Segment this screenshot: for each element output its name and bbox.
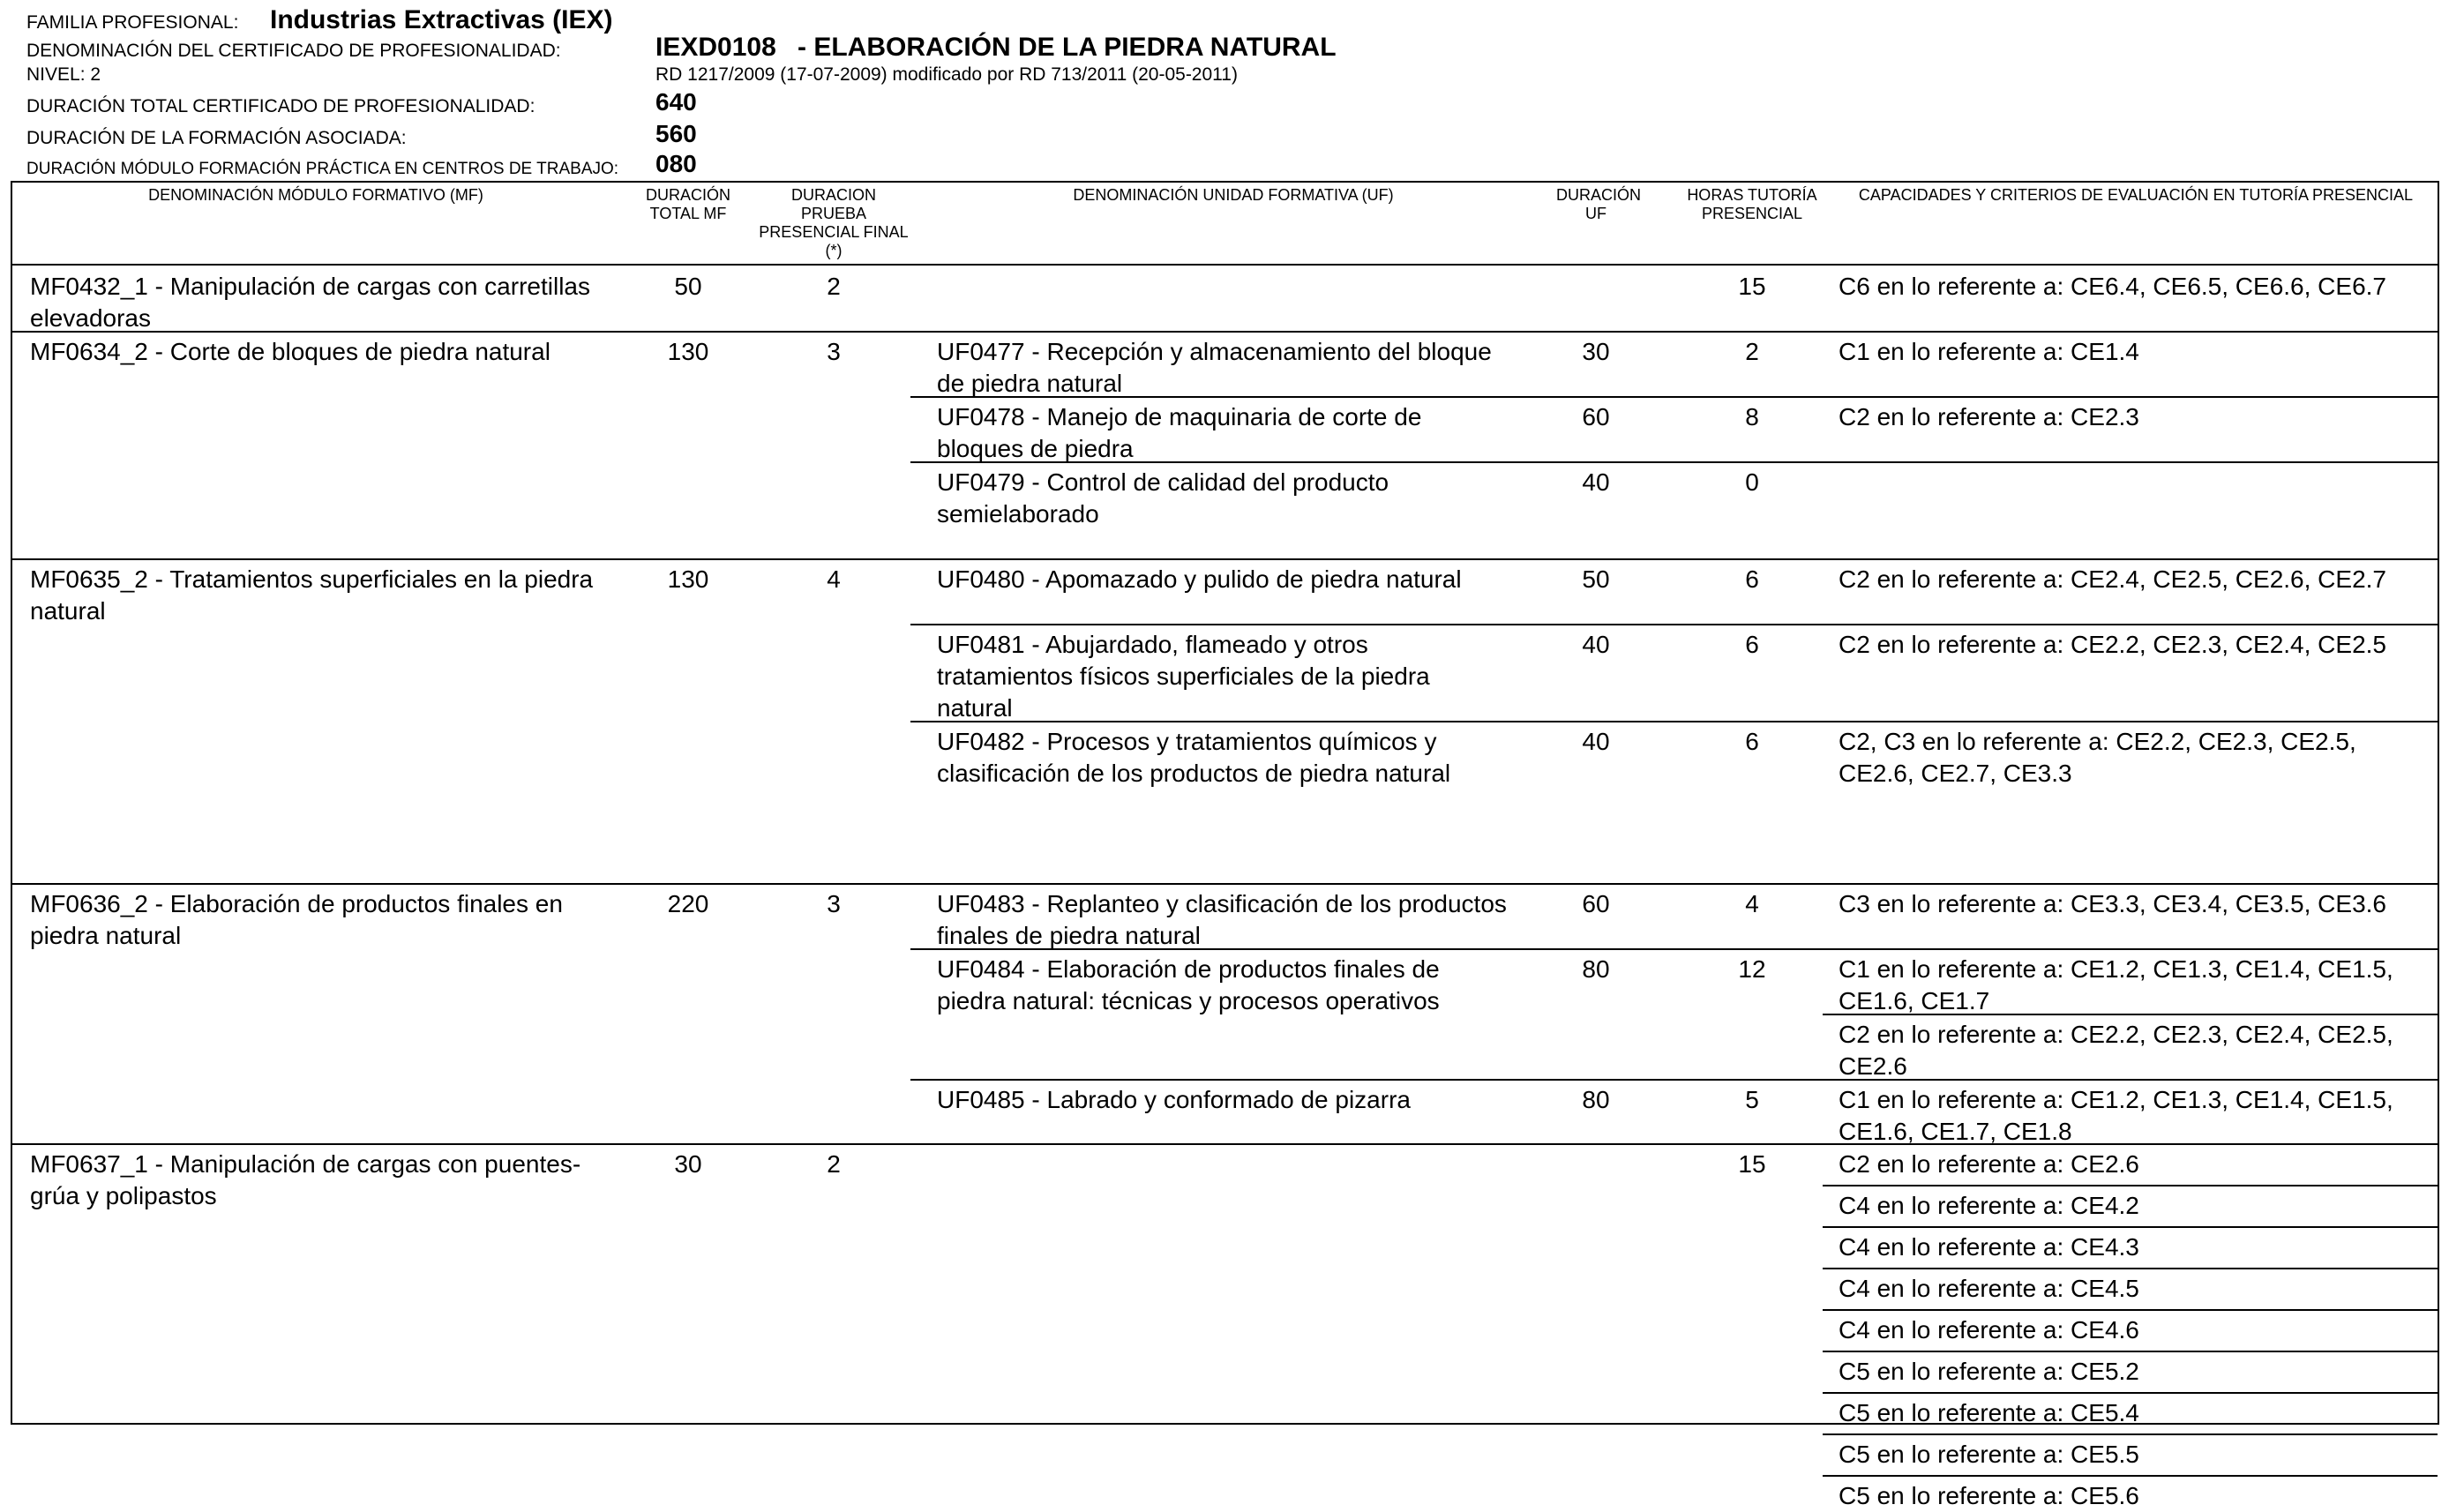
- mf-prueba: 4: [827, 565, 841, 593]
- mf-name: MF0637_1 - Manipulación de cargas con puentes-grúa y polipastos: [30, 1150, 581, 1209]
- duracion-total-value: 640: [655, 88, 697, 116]
- uf-horas: 6: [1745, 631, 1759, 658]
- uf-horas: 6: [1745, 728, 1759, 755]
- capacidad-text: C5 en lo referente a: CE5.5: [1839, 1441, 2139, 1468]
- mf-duracion: 50: [674, 273, 702, 300]
- capacidad-text: C2 en lo referente a: CE2.4, CE2.5, CE2.6, CE2.7: [1839, 565, 2387, 593]
- mf-name: MF0636_2 - Elaboración de productos finales en piedra natural: [30, 890, 563, 949]
- uf-name: UF0477 - Recepción y almacenamiento del bloque de piedra natural: [937, 338, 1492, 397]
- capacidad-text: C1 en lo referente a: CE1.2, CE1.3, CE1.4, CE1.5, CE1.6, CE1.7, CE1.8: [1839, 1086, 2393, 1145]
- capacidad-divider: [1823, 1475, 2438, 1477]
- uf-divider: [910, 396, 2438, 398]
- mf-prueba: 3: [827, 890, 841, 917]
- mf-duracion: 30: [674, 1150, 702, 1178]
- mf-prueba: 3: [827, 338, 841, 365]
- capacidad-text: C5 en lo referente a: CE5.6: [1839, 1482, 2139, 1509]
- uf-horas: 4: [1745, 890, 1759, 917]
- uf-duracion: 40: [1582, 728, 1610, 755]
- uf-duracion: 30: [1582, 338, 1610, 365]
- certificado-nombre: - ELABORACIÓN DE LA PIEDRA NATURAL: [798, 33, 1337, 62]
- uf-divider: [910, 721, 2438, 722]
- duracion-practica-value: 080: [655, 150, 697, 177]
- uf-duracion: 80: [1582, 955, 1610, 983]
- module-divider: [12, 558, 2438, 560]
- duracion-formacion-value: 560: [655, 120, 697, 147]
- mf-name: MF0432_1 - Manipulación de cargas con carretillas elevadoras: [30, 273, 590, 332]
- module-divider: [12, 883, 2438, 885]
- duracion-practica-label: DURACIÓN MÓDULO FORMACIÓN PRÁCTICA EN CENTROS DE TRABAJO:: [26, 160, 619, 178]
- header-divider: [12, 264, 2438, 266]
- capacidad-text: C2 en lo referente a: CE2.3: [1839, 403, 2139, 430]
- certificate-header: [0, 0, 2449, 181]
- uf-horas: 12: [1738, 955, 1766, 983]
- capacidad-text: C1 en lo referente a: CE1.2, CE1.3, CE1.4, CE1.5, CE1.6, CE1.7: [1839, 955, 2393, 1014]
- mf-prueba: 2: [827, 273, 841, 300]
- capacidad-text: C4 en lo referente a: CE4.6: [1839, 1316, 2139, 1344]
- uf-horas: 8: [1745, 403, 1759, 430]
- column-header-capacidades: CAPACIDADES Y CRITERIOS DE EVALUACIÓN EN TUTORÍA PRESENCIAL: [1858, 186, 2414, 204]
- module-divider: [12, 1143, 2438, 1145]
- capacidad-text: C2 en lo referente a: CE2.2, CE2.3, CE2.4, CE2.5: [1839, 631, 2387, 658]
- uf-name: UF0479 - Control de calidad del producto semielaborado: [937, 468, 1389, 528]
- uf-horas: 2: [1745, 338, 1759, 365]
- uf-name: UF0484 - Elaboración de productos finales de piedra natural: técnicas y procesos operativos: [937, 955, 1440, 1014]
- uf-name: UF0482 - Procesos y tratamientos químicos y clasificación de los productos de piedra natural: [937, 728, 1451, 787]
- mf-horas: 15: [1738, 1150, 1766, 1178]
- column-header-horas-tutoria: HORAS TUTORÍA PRESENCIAL: [1687, 186, 1817, 222]
- mf-name: MF0635_2 - Tratamientos superficiales en la piedra natural: [30, 565, 594, 625]
- column-header-duracion-mf: DURACIÓN TOTAL MF: [645, 186, 730, 222]
- capacidad-divider: [1823, 1351, 2438, 1352]
- capacidad-text: C6 en lo referente a: CE6.4, CE6.5, CE6.6, CE6.7: [1839, 273, 2387, 300]
- uf-name: UF0485 - Labrado y conformado de pizarra: [937, 1086, 1411, 1113]
- column-header-uf: DENOMINACIÓN UNIDAD FORMATIVA (UF): [1073, 186, 1394, 204]
- uf-name: UF0480 - Apomazado y pulido de piedra natural: [937, 565, 1462, 593]
- familia-label: FAMILIA PROFESIONAL:: [26, 12, 239, 33]
- capacidad-divider: [1823, 1392, 2438, 1394]
- uf-divider: [910, 1079, 2438, 1081]
- capacidad-divider: [1823, 1014, 2438, 1015]
- uf-duracion: 40: [1582, 468, 1610, 496]
- uf-horas: 5: [1745, 1086, 1759, 1113]
- mf-horas: 15: [1738, 273, 1766, 300]
- capacidad-divider: [1823, 1185, 2438, 1186]
- capacidad-text: C2 en lo referente a: CE2.6: [1839, 1150, 2139, 1178]
- capacidad-text: C1 en lo referente a: CE1.4: [1839, 338, 2139, 365]
- uf-duracion: 50: [1582, 565, 1610, 593]
- uf-name: UF0478 - Manejo de maquinaria de corte de bloques de piedra: [937, 403, 1422, 462]
- capacidad-divider: [1823, 1226, 2438, 1228]
- uf-duracion: 60: [1582, 890, 1610, 917]
- mf-prueba: 2: [827, 1150, 841, 1178]
- mf-duracion: 130: [667, 338, 709, 365]
- uf-divider: [910, 624, 2438, 625]
- column-header-duracion-uf: DURACIÓN UF: [1556, 186, 1642, 222]
- uf-divider: [910, 948, 2438, 950]
- capacidad-text: C3 en lo referente a: CE3.3, CE3.4, CE3.5, CE3.6: [1839, 890, 2387, 917]
- uf-divider: [910, 461, 2438, 463]
- uf-horas: 0: [1745, 468, 1759, 496]
- uf-duracion: 60: [1582, 403, 1610, 430]
- capacidad-text: C5 en lo referente a: CE5.2: [1839, 1358, 2139, 1385]
- rd-text: RD 1217/2009 (17-07-2009) modificado por RD 713/2011 (20-05-2011): [655, 64, 1238, 85]
- column-header-mf: DENOMINACIÓN MÓDULO FORMATIVO (MF): [148, 186, 483, 204]
- module-divider: [12, 331, 2438, 333]
- capacidad-text: C2 en lo referente a: CE2.2, CE2.3, CE2.4, CE2.5, CE2.6: [1839, 1021, 2393, 1080]
- capacidad-text: C2, C3 en lo referente a: CE2.2, CE2.3, CE2.5, CE2.6, CE2.7, CE3.3: [1839, 728, 2356, 787]
- capacidad-text: C4 en lo referente a: CE4.3: [1839, 1233, 2139, 1261]
- capacidad-divider: [1823, 1309, 2438, 1311]
- familia-value: Industrias Extractivas (IEX): [270, 5, 613, 34]
- capacidad-divider: [1823, 1268, 2438, 1269]
- capacidad-text: C4 en lo referente a: CE4.5: [1839, 1275, 2139, 1302]
- nivel-label: NIVEL: 2: [26, 64, 101, 85]
- uf-duracion: 80: [1582, 1086, 1610, 1113]
- uf-duracion: 40: [1582, 631, 1610, 658]
- uf-horas: 6: [1745, 565, 1759, 593]
- column-header-prueba: DURACION PRUEBA PRESENCIAL FINAL (*): [759, 186, 909, 259]
- mf-name: MF0634_2 - Corte de bloques de piedra natural: [30, 338, 550, 365]
- certificado-codigo: IEXD0108: [655, 33, 776, 62]
- mf-duracion: 220: [667, 890, 709, 917]
- duracion-formacion-label: DURACIÓN DE LA FORMACIÓN ASOCIADA:: [26, 128, 407, 148]
- uf-name: UF0481 - Abujardado, flameado y otros tratamientos físicos superficiales de la piedra natural: [937, 631, 1430, 722]
- denominacion-label: DENOMINACIÓN DEL CERTIFICADO DE PROFESIONALIDAD:: [26, 41, 561, 61]
- duracion-total-label: DURACIÓN TOTAL CERTIFICADO DE PROFESIONALIDAD:: [26, 96, 535, 116]
- mf-duracion: 130: [667, 565, 709, 593]
- formation-table: [11, 181, 2439, 1509]
- capacidad-text: C4 en lo referente a: CE4.2: [1839, 1192, 2139, 1219]
- capacidad-text: C5 en lo referente a: CE5.4: [1839, 1399, 2139, 1426]
- uf-name: UF0483 - Replanteo y clasificación de los productos finales de piedra natural: [937, 890, 1507, 949]
